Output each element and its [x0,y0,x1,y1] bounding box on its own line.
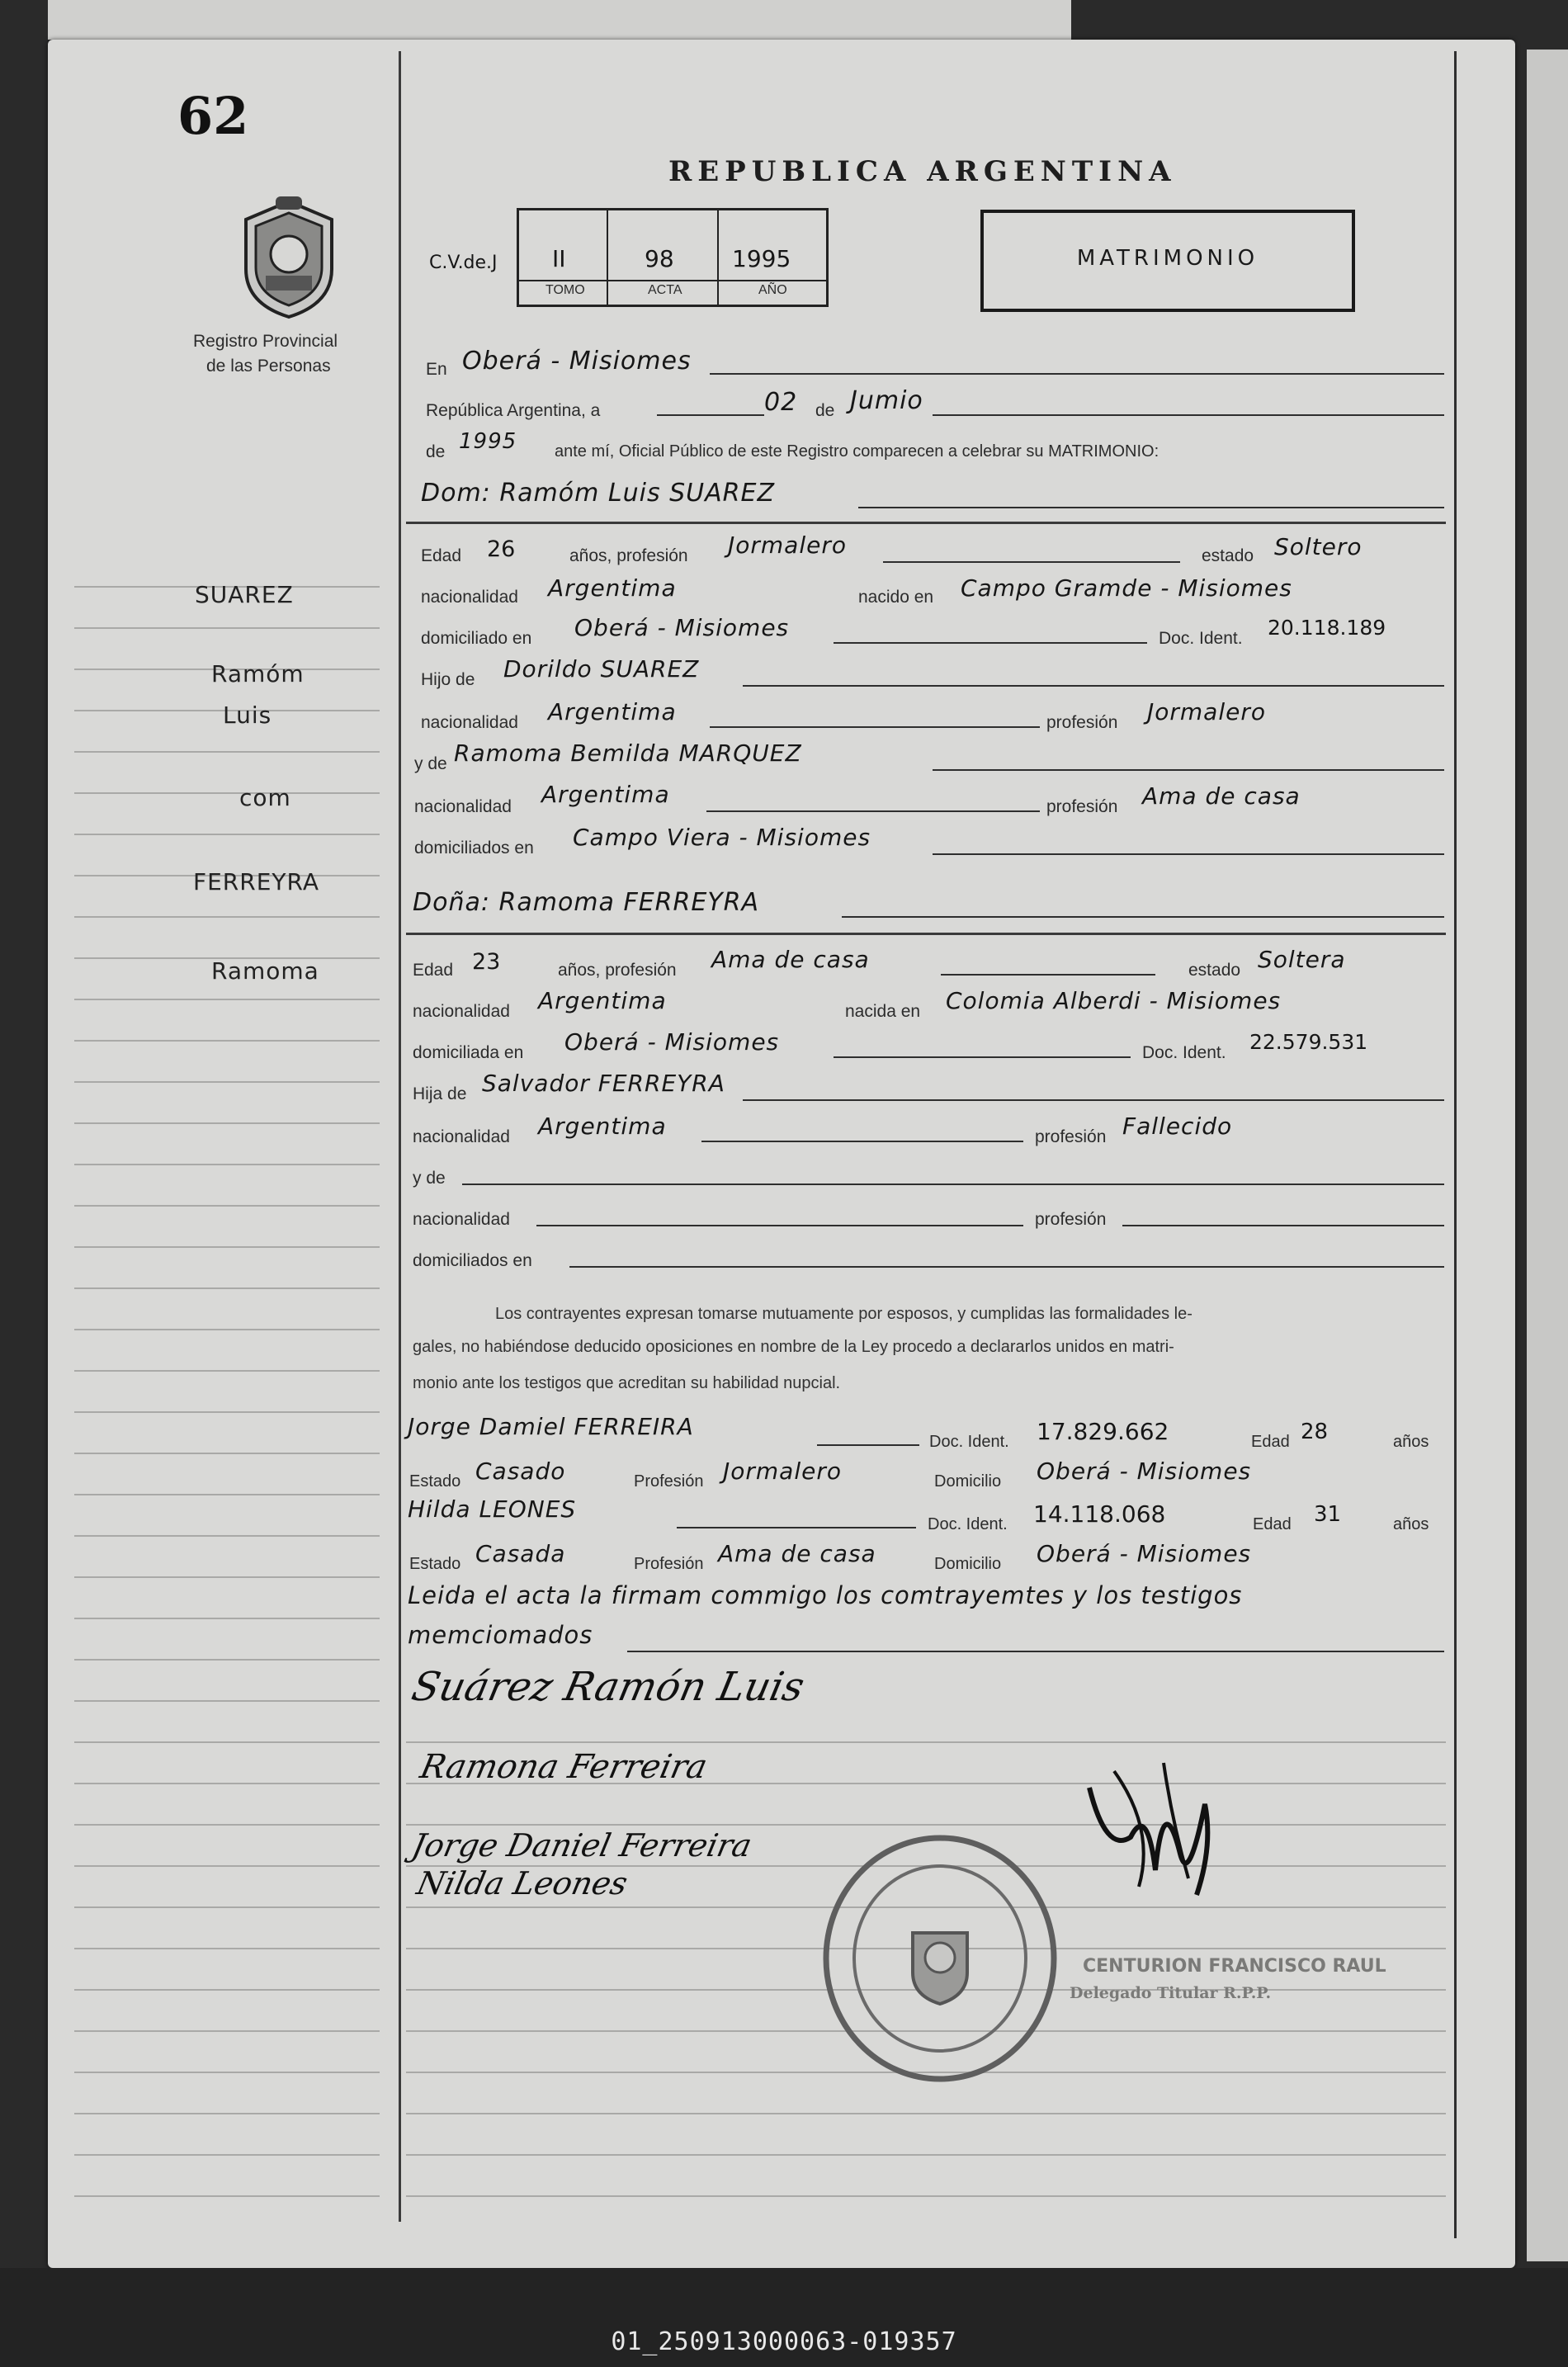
registry-seal-stamp [822,1834,1058,2083]
place-value: Oberá - Misiomes [462,347,692,376]
declaration-line3: monio ante los testigos que acreditan su habilidad nupcial. [413,1374,841,1392]
bride-nac-label: nacionalidad [413,1002,510,1021]
witness1-signature [409,1827,755,1864]
bride-domicilio: Oberá - Misiomes [564,1028,780,1056]
bride-full-name: Doña: Ramoma FERREYRA [413,888,759,917]
right-margin-separator [1454,51,1457,2238]
bride-signature [417,1748,711,1786]
margin-name-0: SUAREZ [195,581,294,608]
witness1-anos-label: años [1393,1433,1429,1451]
record-type-box [980,210,1355,312]
witness2-name: Hilda LEONES [408,1495,577,1523]
day-value: 02 [764,388,798,417]
witness1-signature-text: Jorge Daniel Ferreira [409,1827,755,1864]
witness2-signature-text: Nilda Leones [413,1865,631,1902]
acta-value: 98 [645,245,674,272]
groom-nacionalidad: Argentima [548,574,677,602]
bride-yde-label: y de [413,1169,446,1188]
witness2-edad-label: Edad [1253,1515,1292,1533]
declaration-line1: Los contrayentes expresan tomarse mutuamente por esposos, y cumplidas las formalidades le- [495,1305,1193,1323]
witness1-estado: Casado [475,1458,566,1485]
scan-identifier: 01_250913000063-019357 [611,2327,957,2356]
witness2-estado: Casada [475,1540,566,1567]
groom-doms-label: domiciliados en [414,839,534,858]
groom-madre: Ramoma Bemilda MARQUEZ [454,739,802,767]
witness2-doc-label: Doc. Ident. [928,1515,1008,1533]
witness2-estado-label: Estado [409,1555,461,1573]
year-value: 1995 [459,429,517,454]
bride-signature-text: Ramona Ferreira [417,1748,711,1786]
groom-edad: 26 [487,536,516,562]
groom-profesion: Jormalero [728,532,847,559]
groom-signature [408,1664,809,1710]
margin-name-3: com [239,784,291,811]
declaration-line2: gales, no habiéndose deducido oposiciones en nombre de la Ley procedo a declararlos unidos en matri- [413,1338,1174,1356]
witness1-domicilio: Oberá - Misiomes [1037,1458,1252,1485]
next-page-edge [1527,50,1568,2261]
groom-madre-prof-label: profesión [1046,797,1118,816]
groom-doc: 20.118.189 [1268,616,1386,640]
left-margin-separator [399,51,401,2222]
de-year-label: de [426,442,446,461]
witness2-edad: 31 [1314,1502,1342,1527]
witness2-domicilio: Oberá - Misiomes [1037,1540,1252,1567]
witness2-doc: 14.118.068 [1033,1500,1166,1528]
margin-name-1: Ramóm [211,660,305,687]
closing-line2: memciomados [408,1621,593,1649]
bride-estado: Soltera [1258,946,1346,973]
tomo-value: II [552,245,566,272]
groom-dom-label: domiciliado en [421,629,532,648]
bride-padre-nac: Argentima [538,1113,667,1140]
bride-madre-nac-label: nacionalidad [413,1210,510,1229]
acta-prefix: C.V.de.J [429,253,498,273]
witness1-edad-label: Edad [1251,1433,1290,1451]
groom-padre: Dorildo SUAREZ [503,655,700,683]
coat-of-arms-emblem [233,196,345,320]
groom-edad-label: Edad [421,546,462,565]
ano-value: 1995 [732,245,791,272]
groom-full-name: Dom: Ramóm Luis SUAREZ [421,479,775,508]
bride-profesion: Ama de casa [711,946,870,973]
groom-anos-prof-label: años, profesión [569,546,688,565]
groom-section-rule [406,522,1446,524]
bride-estado-label: estado [1188,961,1241,980]
witness2-dom-label: Domicilio [934,1555,1002,1573]
witness2-prof-label: Profesión [634,1555,704,1573]
witness1-prof-label: Profesión [634,1472,704,1491]
groom-estado: Soltero [1274,533,1363,560]
witness2-anos-label: años [1393,1515,1429,1533]
groom-madre-prof: Ama de casa [1142,782,1301,810]
groom-padre-prof-label: profesión [1046,713,1118,732]
groom-madre-nac-label: nacionalidad [414,797,512,816]
bride-padre-nac-label: nacionalidad [413,1127,510,1146]
groom-domicilio: Oberá - Misiomes [574,614,790,641]
previous-page-edge [48,0,1071,40]
bride-edad: 23 [472,949,501,975]
country-title: REPUBLICA ARGENTINA [668,155,1177,188]
groom-nac-label: nacionalidad [421,588,518,607]
groom-padre-nac-label: nacionalidad [421,713,518,732]
bride-madre-prof-label: profesión [1035,1210,1107,1229]
bride-padre: Salvador FERREYRA [482,1070,725,1097]
republica-label: República Argentina, a [426,401,601,420]
groom-nacido-en: Campo Gramde - Misiomes [961,574,1292,602]
groom-padres-dom: Campo Viera - Misiomes [573,824,871,851]
scan-background [1098,0,1568,40]
groom-madre-nac: Argentima [541,781,670,808]
acta-label: ACTA [648,283,682,297]
bride-nacionalidad: Argentima [538,987,667,1014]
margin-name-4: FERREYRA [193,868,319,895]
registry-name-line2: de las Personas [206,357,331,376]
record-type-label: MATRIMONIO [1076,246,1259,271]
witness1-profesion: Jormalero [723,1458,842,1485]
registry-name-line1: Registro Provincial [193,332,338,351]
groom-padre-prof: Jormalero [1147,698,1266,725]
margin-name-2: Luis [223,702,272,729]
en-label: En [426,360,447,379]
acta-reference-box [517,208,829,307]
groom-doc-label: Doc. Ident. [1159,629,1243,648]
groom-nacido-label: nacido en [858,588,934,607]
bride-padre-prof-label: profesión [1035,1127,1107,1146]
bride-nacida-label: nacida en [845,1002,921,1021]
witness1-estado-label: Estado [409,1472,461,1491]
groom-signature-text: Suárez Ramón Luis [408,1664,809,1710]
witness1-edad: 28 [1301,1420,1329,1444]
witness1-name: Jorge Damiel FERREIRA [408,1413,694,1440]
month-value: Jumio [850,386,923,415]
official-signature [1081,1755,1221,1903]
official-title-stamp: Delegado Titular R.P.P. [1070,1984,1272,2002]
bride-hija-label: Hija de [413,1084,467,1103]
witness1-dom-label: Domicilio [934,1472,1002,1491]
margin-name-5: Ramoma [211,957,319,985]
bride-dom-label: domiciliada en [413,1043,524,1062]
bride-nacida-en: Colomia Alberdi - Misiomes [946,987,1282,1014]
groom-hijo-label: Hijo de [421,670,475,689]
de-label: de [815,401,835,420]
groom-estado-label: estado [1202,546,1254,565]
groom-padre-nac: Argentima [548,698,677,725]
bride-doc: 22.579.531 [1249,1030,1368,1054]
groom-yde-label: y de [414,754,447,773]
tomo-label: TOMO [545,283,585,297]
official-name-stamp: CENTURION FRANCISCO RAUL [1083,1956,1386,1977]
ano-label: AÑO [758,283,787,297]
witness2-profesion: Ama de casa [718,1540,876,1567]
bride-doms-label: domiciliados en [413,1251,532,1270]
closing-line1: Leida el acta la firmam commigo los comtrayemtes y los testigos [408,1581,1243,1609]
bride-anos-prof-label: años, profesión [558,961,677,980]
page-number: 62 [177,86,249,146]
witness1-doc-label: Doc. Ident. [929,1433,1009,1451]
bride-section-rule [406,933,1446,935]
bride-doc-label: Doc. Ident. [1142,1043,1226,1062]
witness2-signature [413,1865,631,1902]
bride-padre-prof: Fallecido [1122,1113,1233,1140]
bride-edad-label: Edad [413,961,454,980]
ante-text: ante mí, Oficial Público de este Registro comparecen a celebrar su MATRIMONIO: [555,442,1159,461]
witness1-doc: 17.829.662 [1037,1418,1169,1445]
